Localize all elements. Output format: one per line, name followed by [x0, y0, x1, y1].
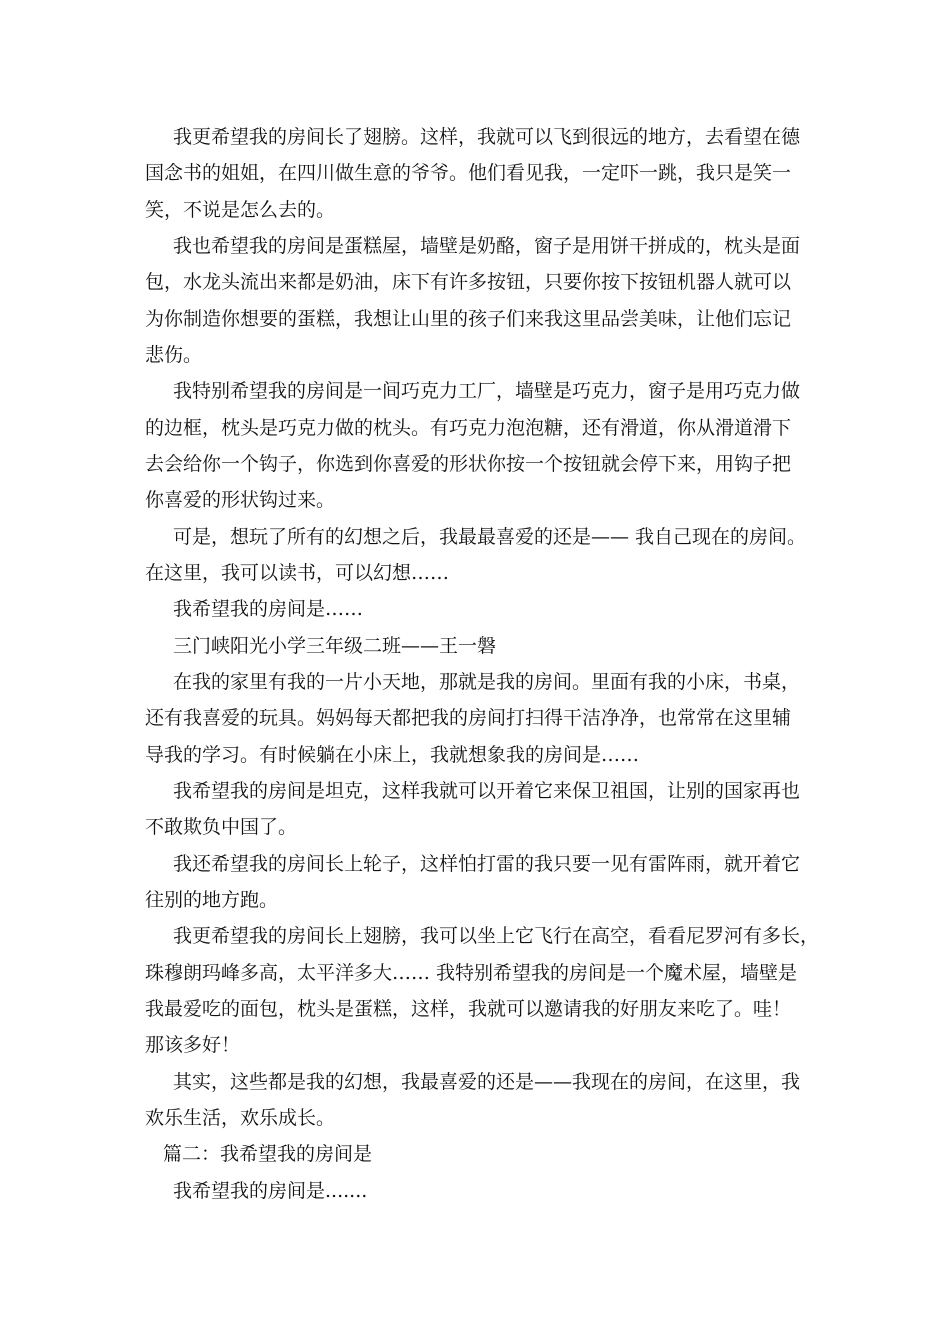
- paragraph-line: 还有我喜爱的玩具。妈妈每天都把我的房间打扫得干洁净净，也常常在这里辅: [145, 707, 792, 729]
- paragraph-line: 我希望我的房间是坦克，这样我就可以开着它来保卫祖国，让别的国家再也: [173, 780, 801, 802]
- paragraph-line: 包，水龙头流出来都是奶油，床下有许多按钮，只要你按下按钮机器人就可以: [145, 271, 792, 293]
- paragraph-line: 我特别希望我的房间是一间巧克力工厂，墙壁是巧克力，窗子是用巧克力做: [173, 380, 801, 402]
- paragraph-line: 我也希望我的房间是蛋糕屋，墙壁是奶酪，窗子是用饼干拼成的，枕头是面: [173, 235, 801, 257]
- paragraph-line: 悲伤。: [145, 344, 203, 366]
- author-line: 三门峡阳光小学三年级二班——王一磐: [173, 635, 497, 657]
- paragraph-line: 笑，不说是怎么去的。: [145, 199, 336, 221]
- paragraph-line: 你喜爱的形状钩过来。: [145, 489, 336, 511]
- paragraph-line: 在这里，我可以读书，可以幻想……: [145, 562, 450, 584]
- paragraph-line: 往别的地方跑。: [145, 889, 279, 911]
- paragraph-line: 的边框，枕头是巧克力做的枕头。有巧克力泡泡糖，还有滑道，你从滑道滑下: [145, 417, 792, 439]
- paragraph-line: 不敢欺负中国了。: [145, 816, 298, 838]
- paragraph-line: 为你制造你想要的蛋糕，我想让山里的孩子们来我这里品尝美味，让他们忘记: [145, 308, 792, 330]
- paragraph-line: 那该多好！: [145, 1034, 241, 1056]
- section-heading: 篇二：我希望我的房间是: [163, 1143, 373, 1165]
- paragraph-line: 我更希望我的房间长上翅膀，我可以坐上它飞行在高空，看看尼罗河有多长，: [173, 925, 820, 947]
- paragraph-line: 可是，想玩了所有的幻想之后，我最最喜爱的还是—— 我自己现在的房间。: [173, 526, 807, 548]
- paragraph-line: 我希望我的房间是.......: [173, 1180, 368, 1202]
- paragraph-line: 珠穆朗玛峰多高，太平洋多大…… 我特别希望我的房间是一个魔术屋，墙壁是: [145, 962, 798, 984]
- paragraph-line: 去会给你一个钩子，你选到你喜爱的形状你按一个按钮就会停下来，用钩子把: [145, 453, 792, 475]
- paragraph-line: 导我的学习。有时候躺在小床上，我就想象我的房间是……: [145, 744, 640, 766]
- paragraph-line: 我还希望我的房间长上轮子，这样怕打雷的我只要一见有雷阵雨，就开着它: [173, 853, 801, 875]
- paragraph-line: 国念书的姐姐，在四川做生意的爷爷。他们看见我，一定吓一跳，我只是笑一: [145, 162, 792, 184]
- paragraph-line: 我希望我的房间是……: [173, 598, 364, 620]
- paragraph-line: 我最爱吃的面包，枕头是蛋糕，这样，我就可以邀请我的好朋友来吃了。哇！: [145, 998, 792, 1020]
- paragraph-line: 我更希望我的房间长了翅膀。这样，我就可以飞到很远的地方，去看望在德: [173, 126, 801, 148]
- paragraph-line: 其实，这些都是我的幻想，我最喜爱的还是——我现在的房间，在这里，我: [173, 1071, 801, 1093]
- paragraph-line: 在我的家里有我的一片小天地，那就是我的房间。里面有我的小床，书桌，: [173, 671, 801, 693]
- paragraph-line: 欢乐生活，欢乐成长。: [145, 1107, 336, 1129]
